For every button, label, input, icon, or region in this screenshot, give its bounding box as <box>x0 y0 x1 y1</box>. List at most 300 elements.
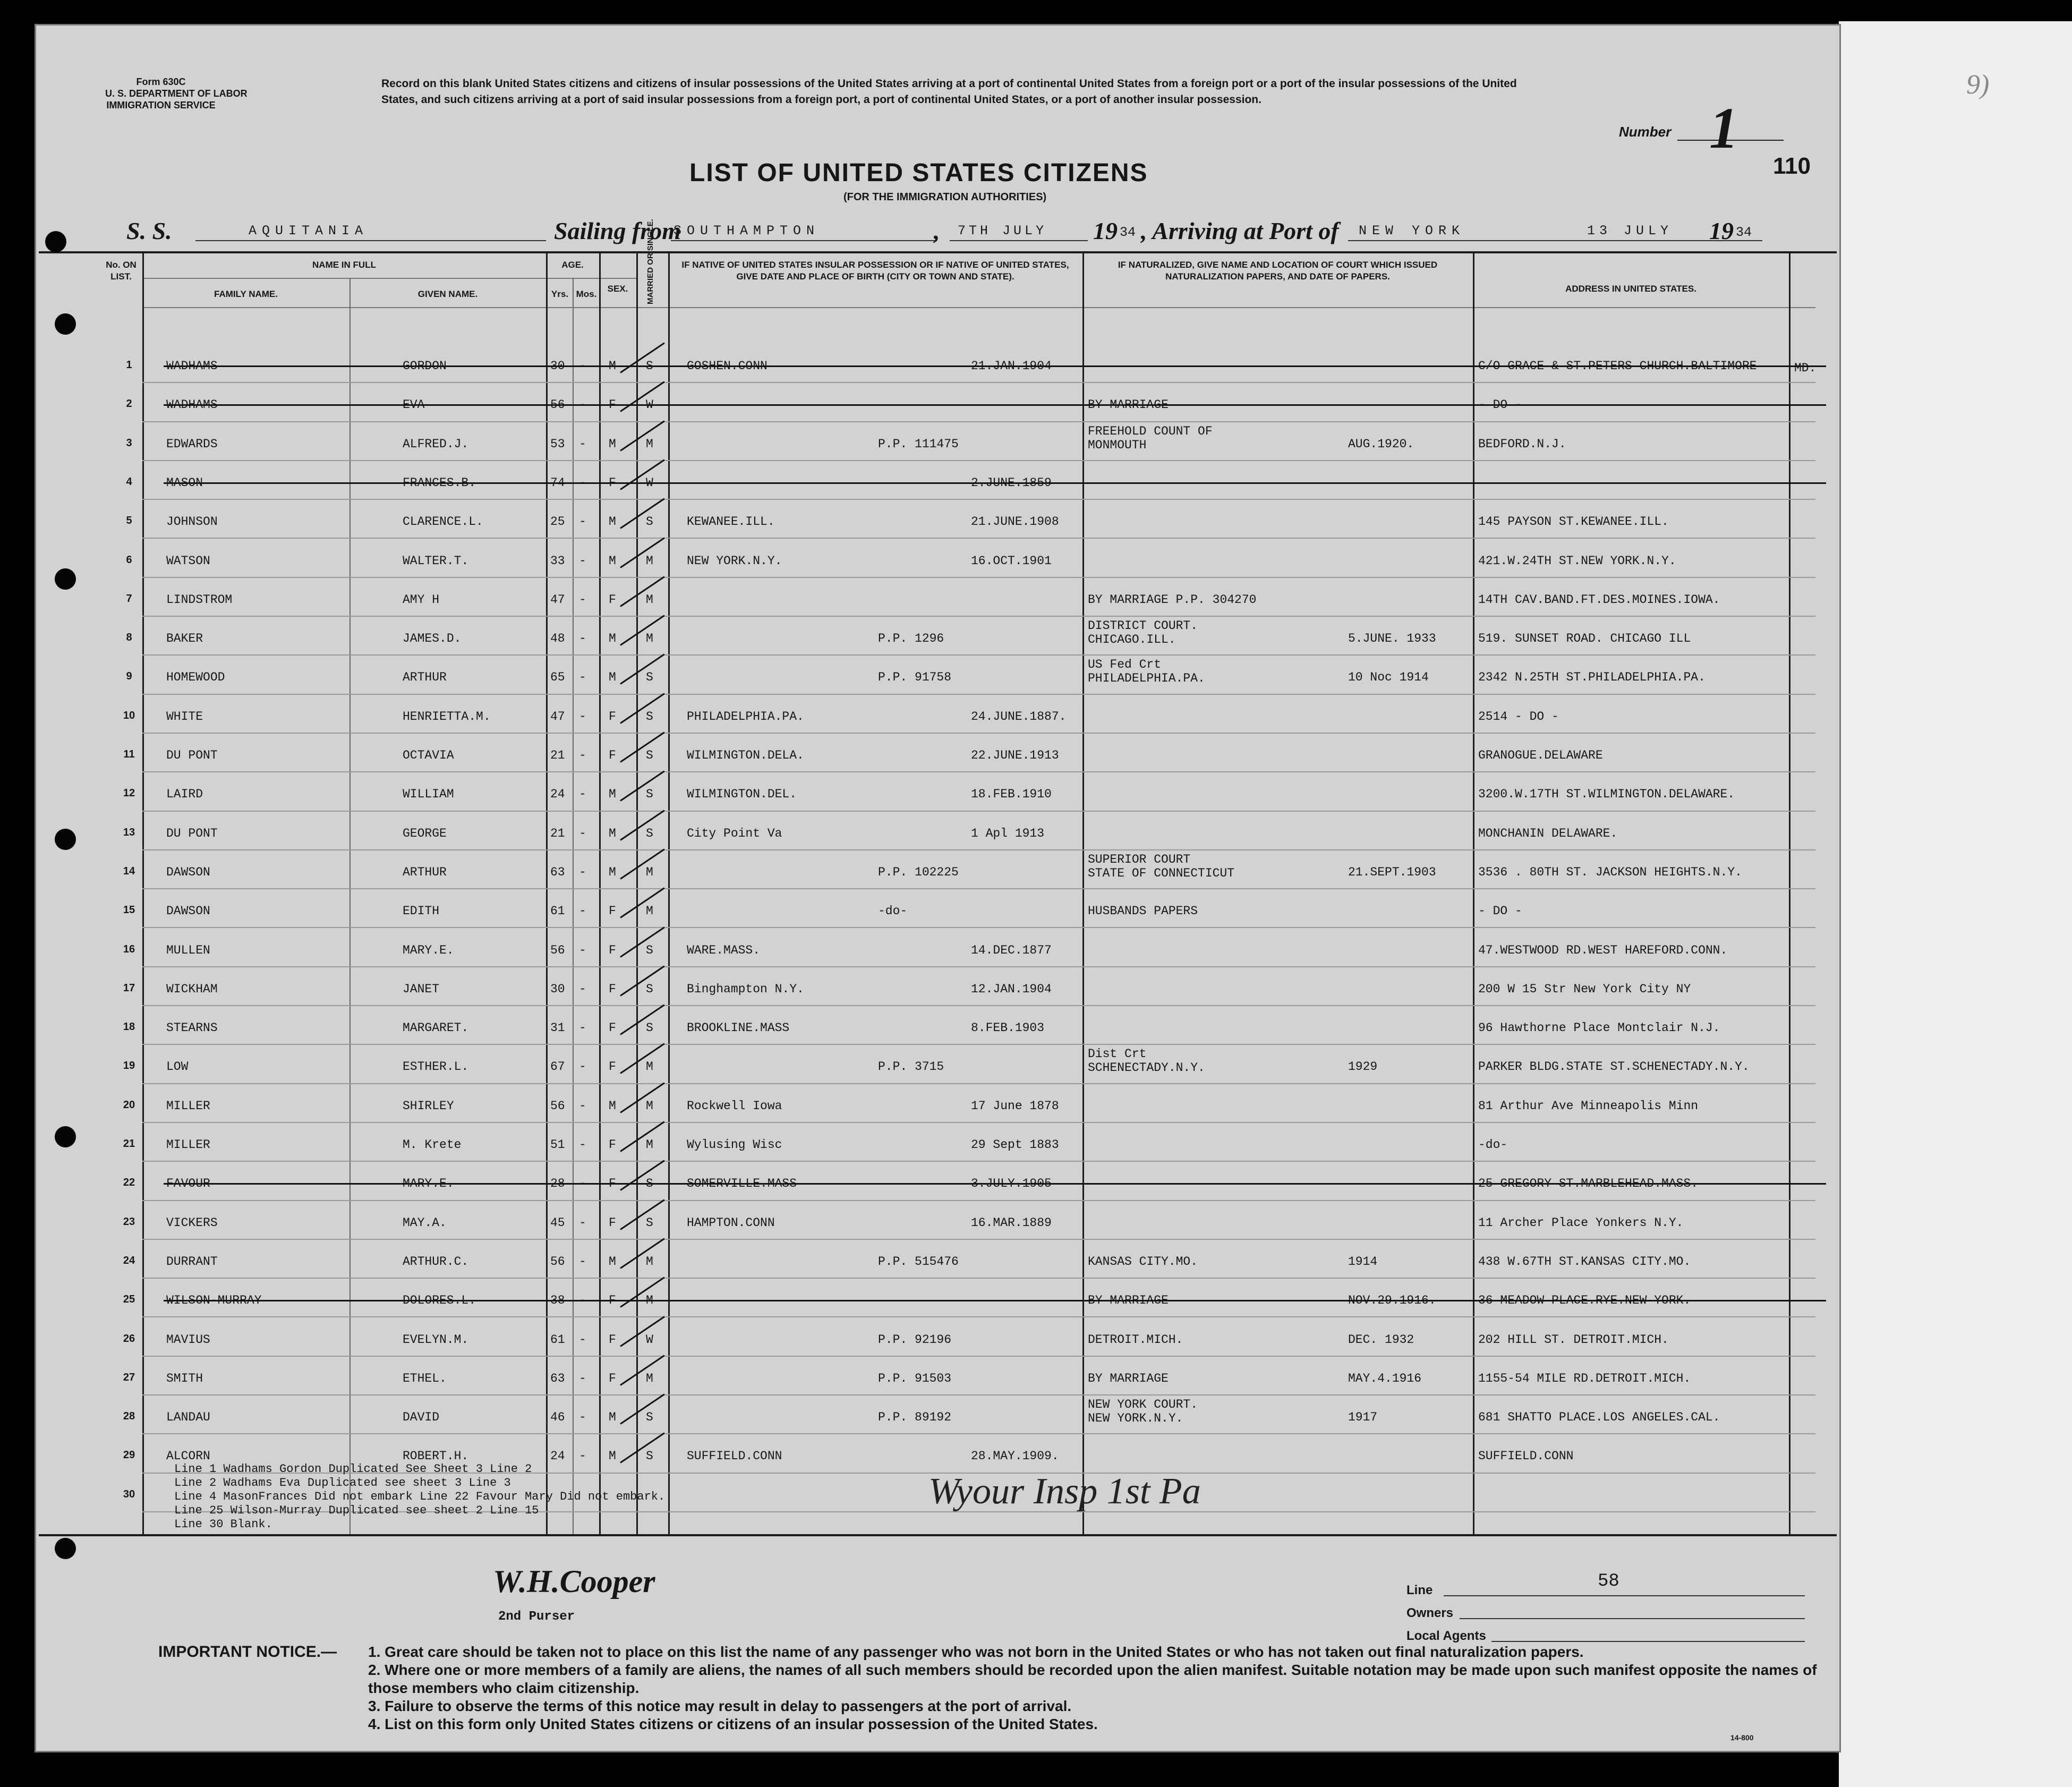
cell-age-months: - <box>579 1021 586 1035</box>
cell-marital-status: S <box>646 982 653 996</box>
cell-age-months: - <box>579 1332 586 1347</box>
table-row <box>36 1162 1839 1201</box>
cell-naturalization-date: AUG.1920. <box>1348 437 1414 451</box>
strikethrough-line <box>164 1300 1826 1301</box>
cell-sex: M <box>609 554 616 568</box>
table-row <box>36 1006 1839 1045</box>
table-row <box>36 1201 1839 1240</box>
line-label: Line <box>1406 1583 1433 1597</box>
cell-sex: F <box>609 748 616 762</box>
table-row <box>36 1318 1839 1357</box>
cell-birth-date: 21.JUNE.1908 <box>971 515 1059 529</box>
check-mark <box>620 1277 665 1308</box>
cell-given-name: ARTHUR.C. <box>403 1254 469 1269</box>
cell-birth-date: 1 Apl 1913 <box>971 826 1045 840</box>
cell-family-name: WILSON-MURRAY <box>166 1294 262 1308</box>
table-row <box>36 929 1839 967</box>
cell-family-name: BAKER <box>166 632 203 646</box>
table-row <box>36 1240 1839 1279</box>
cell-no: 26 <box>123 1332 135 1344</box>
cell-age-months: - <box>579 709 586 724</box>
cell-no: 27 <box>123 1371 135 1383</box>
cell-address: 81 Arthur Ave Minneapolis Minn <box>1478 1099 1699 1113</box>
cell-age-months: - <box>579 1294 586 1308</box>
page-annotation: 9) <box>1966 70 1990 100</box>
cell-given-name: EVELYN.M. <box>403 1332 469 1347</box>
cell-birth-date: 29 Sept 1883 <box>971 1138 1059 1152</box>
cell-address: 202 HILL ST. DETROIT.MICH. <box>1478 1332 1669 1347</box>
cell-age-years: 65 <box>550 670 565 685</box>
notice-item: 3. Failure to observe the terms of this notice may result in delay to passengers at the port of arrival. <box>368 1698 1072 1714</box>
cell-sex: F <box>609 982 616 996</box>
table-row <box>36 1279 1839 1317</box>
header-age-mos: Mos. <box>576 289 597 299</box>
note-line: Line 1 Wadhams Gordon Duplicated See Sheet 3 Line 2 <box>174 1462 532 1476</box>
header-sex: SEX. <box>607 284 628 294</box>
table-row <box>36 344 1839 383</box>
cell-passport-number: P.P. 89192 <box>878 1410 952 1425</box>
cell-age-years: 47 <box>550 592 565 607</box>
cell-marital-status: W <box>646 1332 653 1347</box>
annotation-notes <box>174 1462 665 1531</box>
cell-given-name: ESTHER.L. <box>403 1060 469 1074</box>
cell-age-years: 67 <box>550 1060 565 1074</box>
cell-sex: M <box>609 437 616 451</box>
cell-sex: F <box>609 943 616 957</box>
sheet-number: 110 <box>1773 153 1811 179</box>
cell-court-name: HUSBANDS PAPERS <box>1088 904 1198 918</box>
cell-age-months: - <box>579 398 586 412</box>
cell-no: 5 <box>126 515 132 527</box>
cell-sex: M <box>609 515 616 529</box>
cell-age-months: - <box>579 592 586 607</box>
cell-address: 36 MEADOW PLACE.RYE.NEW YORK. <box>1478 1294 1691 1308</box>
cell-sex: F <box>609 475 616 490</box>
cell-age-months: - <box>579 437 586 451</box>
cell-family-name: MASON <box>166 475 203 490</box>
cell-birth-place: Binghampton N.Y. <box>687 982 804 996</box>
table-row <box>36 578 1839 617</box>
cell-marital-status: W <box>646 475 653 490</box>
check-mark <box>620 1316 665 1347</box>
binder-hole <box>55 1538 76 1559</box>
header-given-name: GIVEN NAME. <box>417 289 478 299</box>
cell-age-years: 46 <box>550 1410 565 1425</box>
cell-no: 25 <box>123 1294 135 1306</box>
cell-marital-status: M <box>646 1294 653 1308</box>
table-top-border <box>39 251 1837 253</box>
cell-family-name: MULLEN <box>166 943 210 957</box>
check-mark <box>620 693 665 724</box>
cell-marital-status: M <box>646 1099 653 1113</box>
cell-court-name: US Fed Crt <box>1088 658 1162 672</box>
form-instructions: Record on this blank United States citizens and citizens of insular possessions of the United States arriving at a port of continental United States from a foreign port or a port of the insular possessions of the United States, and such citizens arriving at a port of said insular possessions from a foreign port, a port of continental United States, or a port of another insular possession. <box>381 78 1517 106</box>
cell-family-name: VICKERS <box>166 1215 218 1230</box>
cell-address: 2514 - DO - <box>1478 709 1559 724</box>
cell-birth-place: WILMINGTON.DEL. <box>687 787 797 802</box>
cell-naturalization-date: NOV.29.1916. <box>1348 1294 1436 1308</box>
cell-birth-date: 16.MAR.1889 <box>971 1215 1052 1230</box>
purser-title: 2nd Purser <box>498 1610 575 1624</box>
cell-birth-place: BROOKLINE.MASS <box>687 1021 790 1035</box>
cell-sex: F <box>609 398 616 412</box>
inspector-signature: Wyour Insp 1st Pa <box>928 1471 1201 1512</box>
cell-passport-number: P.P. 92196 <box>878 1332 952 1347</box>
cell-birth-place: SOMERVILLE.MASS <box>687 1177 797 1191</box>
to-port: NEW YORK <box>1359 223 1465 239</box>
cell-address: PARKER BLDG.STATE ST.SCHENECTADY.N.Y. <box>1478 1060 1750 1074</box>
table-row <box>36 967 1839 1006</box>
cell-age-months: - <box>579 787 586 802</box>
cell-no: 2 <box>126 398 132 410</box>
table-row <box>36 500 1839 539</box>
cell-birth-place: Wylusing Wisc <box>687 1138 782 1152</box>
cell-given-name: SHIRLEY <box>403 1099 454 1113</box>
cell-age-months: - <box>579 748 586 762</box>
check-mark <box>620 498 665 529</box>
cell-marital-status: S <box>646 748 653 762</box>
cell-family-name: STEARNS <box>166 1021 218 1035</box>
cell-birth-date: 21.JAN.1904 <box>971 359 1052 373</box>
strikethrough-line <box>164 365 1826 367</box>
cell-family-name: WADHAMS <box>166 359 218 373</box>
table-row <box>36 656 1839 694</box>
cell-marital-status: S <box>646 1410 653 1425</box>
owners-label: Owners <box>1406 1606 1454 1620</box>
cell-marital-status: S <box>646 709 653 724</box>
cell-age-months: - <box>579 904 586 918</box>
cell-age-months: - <box>579 1099 586 1113</box>
cell-birth-date: 12.JAN.1904 <box>971 982 1052 996</box>
check-mark <box>620 848 665 879</box>
page-subtitle: (FOR THE IMMIGRATION AUTHORITIES) <box>843 191 1047 203</box>
cell-given-name: MARY.E. <box>403 1177 454 1191</box>
strikethrough-line <box>164 1183 1826 1185</box>
cell-no: 14 <box>123 865 135 877</box>
cell-sex: F <box>609 1215 616 1230</box>
check-mark <box>620 965 665 996</box>
cell-no: 3 <box>126 437 132 449</box>
cell-family-name: EDWARDS <box>166 437 218 451</box>
check-mark <box>620 420 665 451</box>
cell-birth-date: 28.MAY.1909. <box>971 1449 1059 1463</box>
cell-sex: M <box>609 670 616 685</box>
table-row <box>36 889 1839 928</box>
check-mark <box>620 537 665 568</box>
table-row <box>36 695 1839 734</box>
cell-age-years: 53 <box>550 437 565 451</box>
table-row <box>36 422 1839 461</box>
check-mark <box>620 1355 665 1385</box>
cell-birth-place: Rockwell Iowa <box>687 1099 782 1113</box>
cell-age-years: 63 <box>550 1371 565 1385</box>
number-label: Number <box>1619 124 1672 140</box>
owners-underline <box>1460 1618 1805 1619</box>
header-age: AGE. <box>561 260 584 270</box>
cell-marital-status: M <box>646 1371 653 1385</box>
check-mark <box>620 926 665 957</box>
cell-age-months: - <box>579 632 586 646</box>
cell-age-years: 74 <box>550 475 565 490</box>
cell-given-name: MARY.E. <box>403 943 454 957</box>
cell-court-name: DETROIT.MICH. <box>1088 1332 1183 1347</box>
cell-age-months: - <box>579 826 586 840</box>
cell-age-months: - <box>579 1177 586 1191</box>
binder-hole <box>45 231 66 252</box>
cell-family-name: LANDAU <box>166 1410 210 1425</box>
arrive-year: 34 <box>1736 225 1752 240</box>
cell-birth-place: City Point Va <box>687 826 782 840</box>
sail-day-underline <box>950 240 1088 241</box>
cell-given-name: EVA <box>403 398 425 412</box>
cell-marital-status: M <box>646 592 653 607</box>
table-row <box>36 812 1839 850</box>
check-mark <box>620 810 665 840</box>
cell-given-name: M. Krete <box>403 1138 462 1152</box>
cell-birth-date: 3.JULY.1905 <box>971 1177 1052 1191</box>
cell-family-name: WADHAMS <box>166 398 218 412</box>
cell-court-location: CHICAGO.ILL. <box>1088 633 1176 647</box>
cell-sex: M <box>609 865 616 879</box>
cell-no: 8 <box>126 632 132 644</box>
cell-address: 438 W.67TH ST.KANSAS CITY.MO. <box>1478 1254 1691 1269</box>
cell-family-name: JOHNSON <box>166 515 218 529</box>
binder-hole <box>55 568 76 590</box>
cell-naturalization-date: 10 Noc 1914 <box>1348 670 1429 685</box>
cell-no: 28 <box>123 1410 135 1423</box>
cell-address: 47.WESTWOOD RD.WEST HAREFORD.CONN. <box>1478 943 1728 957</box>
cell-birth-date: 22.JUNE.1913 <box>971 748 1059 762</box>
cell-given-name: JANET <box>403 982 440 996</box>
cell-age-months: - <box>579 515 586 529</box>
cell-sex: F <box>609 904 616 918</box>
cell-age-years: 21 <box>550 748 565 762</box>
cell-sex: F <box>609 1294 616 1308</box>
arrive-year-prefix: 19 <box>1709 217 1734 244</box>
cell-court-location: SCHENECTADY.N.Y. <box>1088 1061 1205 1075</box>
header-native: IF NATIVE OF UNITED STATES INSULAR POSSESSION OR IF NATIVE OF UNITED STATES, GIVE DATE AND PLACE OF BIRTH (CITY OR TOWN AND STATE). <box>681 260 1069 282</box>
cell-birth-date: 17 June 1878 <box>971 1099 1059 1113</box>
cell-age-months: - <box>579 1254 586 1269</box>
binder-hole <box>55 829 76 850</box>
cell-court-name: DISTRICT COURT. <box>1088 619 1198 633</box>
cell-family-name: DAWSON <box>166 865 210 879</box>
cell-no: 4 <box>126 475 132 488</box>
cell-family-name: SMITH <box>166 1371 203 1385</box>
from-underline <box>671 240 936 241</box>
cell-given-name: OCTAVIA <box>403 748 454 762</box>
cell-no: 30 <box>123 1488 135 1500</box>
local-agents-label: Local Agents <box>1406 1629 1486 1643</box>
cell-naturalization-date: 1929 <box>1348 1060 1378 1074</box>
cell-address: - DO - <box>1478 904 1522 918</box>
notice-header: IMPORTANT NOTICE.— <box>158 1643 337 1661</box>
notice-item: 4. List on this form only United States citizens or citizens of an insular possession of the United States. <box>368 1716 1098 1732</box>
cell-address: 11 Archer Place Yonkers N.Y. <box>1478 1215 1684 1230</box>
table-row <box>36 1395 1839 1434</box>
cell-address: 200 W 15 Str New York City NY <box>1478 982 1691 996</box>
cell-given-name: MARGARET. <box>403 1021 469 1035</box>
cell-birth-date: 14.DEC.1877 <box>971 943 1052 957</box>
check-mark <box>620 1199 665 1230</box>
cell-given-name: MAY.A. <box>403 1215 447 1230</box>
cell-address: 3536 . 80TH ST. JACKSON HEIGHTS.N.Y. <box>1478 865 1742 879</box>
binder-hole <box>55 1126 76 1147</box>
form-identifier <box>105 76 248 111</box>
cell-birth-date: 8.FEB.1903 <box>971 1021 1045 1035</box>
cell-sex: F <box>609 1177 616 1191</box>
note-line: Line 2 Wadhams Eva Duplicated see sheet 3 Line 3 <box>174 1476 511 1490</box>
cell-court-name: BY MARRIAGE P.P. 304270 <box>1088 592 1257 607</box>
cell-age-years: 25 <box>550 515 565 529</box>
notice-items <box>368 1643 1845 1733</box>
cell-no: 10 <box>123 709 135 721</box>
cell-age-years: 31 <box>550 1021 565 1035</box>
check-mark <box>620 381 665 412</box>
cell-marital-status: S <box>646 787 653 802</box>
cell-family-name: MAVIUS <box>166 1332 210 1347</box>
cell-passport-number: P.P. 91758 <box>878 670 952 685</box>
check-mark <box>620 576 665 607</box>
cell-given-name: EDITH <box>403 904 440 918</box>
cell-family-name: DURRANT <box>166 1254 218 1269</box>
cell-sex: F <box>609 592 616 607</box>
cell-sex: F <box>609 1021 616 1035</box>
cell-passport-number: P.P. 1296 <box>878 632 944 646</box>
cell-address: BEDFORD.N.J. <box>1478 437 1566 451</box>
check-mark <box>620 731 665 762</box>
cell-naturalization-date: 5.JUNE. 1933 <box>1348 632 1436 646</box>
header-address: ADDRESS IN UNITED STATES. <box>1565 284 1696 294</box>
cell-sex: F <box>609 1060 616 1074</box>
table-bottom-border <box>39 1534 1837 1536</box>
cell-address: 3200.W.17TH ST.WILMINGTON.DELAWARE. <box>1478 787 1735 802</box>
cell-given-name: ARTHUR <box>403 670 447 685</box>
table-row <box>36 1045 1839 1084</box>
cell-age-months: - <box>579 982 586 996</box>
strikethrough-line <box>164 482 1826 484</box>
cell-given-name: WILLIAM <box>403 787 454 802</box>
cell-given-name: ETHEL. <box>403 1371 447 1385</box>
cell-given-name: AMY H <box>403 592 440 607</box>
cell-court-location: NEW YORK.N.Y. <box>1088 1411 1183 1426</box>
strikethrough-line <box>164 404 1826 406</box>
check-mark <box>620 888 665 918</box>
header-bottom <box>142 307 1815 308</box>
binder-hole <box>55 313 76 335</box>
cell-birth-date: 24.JUNE.1887. <box>971 709 1067 724</box>
page-title: LIST OF UNITED STATES CITIZENS <box>689 159 1148 187</box>
table-row <box>36 539 1839 578</box>
cell-court-name: KANSAS CITY.MO. <box>1088 1254 1198 1269</box>
cell-birth-place: NEW YORK.N.Y. <box>687 554 782 568</box>
cell-age-months: - <box>579 554 586 568</box>
table-row <box>36 383 1839 422</box>
sail-year-prefix: 19 <box>1093 217 1118 244</box>
cell-family-name: HOMEWOOD <box>166 670 225 685</box>
check-mark <box>620 342 665 373</box>
cell-court-name: BY MARRIAGE <box>1088 1371 1169 1385</box>
cell-address: 2342 N.25TH ST.PHILADELPHIA.PA. <box>1478 670 1706 685</box>
check-mark <box>620 1121 665 1152</box>
cell-age-years: 30 <box>550 982 565 996</box>
cell-given-name: FRANCES.B. <box>403 475 476 490</box>
agents-underline <box>1491 1641 1805 1642</box>
cell-family-name: LAIRD <box>166 787 203 802</box>
cell-no: 7 <box>126 592 132 605</box>
cell-no: 9 <box>126 670 132 683</box>
cell-age-months: - <box>579 475 586 490</box>
cell-marital-status: S <box>646 670 653 685</box>
cell-no: 20 <box>123 1099 135 1111</box>
cell-sex: M <box>609 1254 616 1269</box>
cell-address: 681 SHATTO PLACE.LOS ANGELES.CAL. <box>1478 1410 1720 1425</box>
cell-age-months: - <box>579 943 586 957</box>
number-value: 1 <box>1709 96 1738 160</box>
cell-court-name: NEW YORK COURT. <box>1088 1398 1198 1412</box>
cell-age-years: 61 <box>550 904 565 918</box>
cell-naturalization-date: MAY.4.1916 <box>1348 1371 1422 1385</box>
check-mark <box>620 771 665 802</box>
cell-birth-date: 18.FEB.1910 <box>971 787 1052 802</box>
cell-marital-status: S <box>646 1215 653 1230</box>
cell-family-name: FAVOUR <box>166 1177 210 1191</box>
cell-given-name: DOLORES.L. <box>403 1294 476 1308</box>
cell-birth-date: 16.OCT.1901 <box>971 554 1052 568</box>
cell-age-months: - <box>579 1410 586 1425</box>
cell-age-months: - <box>579 1138 586 1152</box>
cell-given-name: HENRIETTA.M. <box>403 709 491 724</box>
form-id-line: IMMIGRATION SERVICE <box>106 100 216 110</box>
check-mark <box>620 1082 665 1113</box>
sail-year: 34 <box>1120 225 1136 240</box>
separator: , <box>934 217 940 244</box>
cell-family-name: WATSON <box>166 554 210 568</box>
arrive-underline <box>1348 240 1762 241</box>
cell-age-years: 56 <box>550 1254 565 1269</box>
cell-sex: F <box>609 1332 616 1347</box>
cell-marital-status: M <box>646 437 653 451</box>
cell-age-years: 47 <box>550 709 565 724</box>
cell-family-name: WHITE <box>166 709 203 724</box>
cell-no: 13 <box>123 826 135 838</box>
sailing-from-label: Sailing from <box>554 217 681 244</box>
cell-age-years: 21 <box>550 826 565 840</box>
cell-age-years: 56 <box>550 943 565 957</box>
cell-age-months: - <box>579 359 586 373</box>
cell-given-name: ALFRED.J. <box>403 437 469 451</box>
cell-no: 17 <box>123 982 135 994</box>
cell-marital-status: W <box>646 398 653 412</box>
cell-given-name: GEORGE <box>403 826 447 840</box>
cell-age-years: 38 <box>550 1294 565 1308</box>
cell-age-years: 63 <box>550 865 565 879</box>
cell-birth-place: PHILADELPHIA.PA. <box>687 709 804 724</box>
cell-no: 29 <box>123 1449 135 1461</box>
cell-age-years: 51 <box>550 1138 565 1152</box>
cell-age-years: 28 <box>550 1177 565 1191</box>
cell-given-name: ARTHUR <box>403 865 447 879</box>
cell-marital-status: S <box>646 1021 653 1035</box>
cell-marital-status: M <box>646 1254 653 1269</box>
cell-marital-status: M <box>646 1060 653 1074</box>
cell-family-name: MILLER <box>166 1138 210 1152</box>
cell-age-months: - <box>579 1449 586 1463</box>
note-line: Line 4 MasonFrances Did not embark Line 22 Favour Mary Did not embark. <box>174 1490 666 1503</box>
cell-age-years: 24 <box>550 787 565 802</box>
cell-no: 6 <box>126 554 132 566</box>
cell-naturalization-date: DEC. 1932 <box>1348 1332 1414 1347</box>
